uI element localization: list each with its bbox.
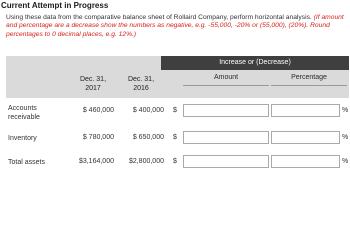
currency-symbol: $ [173, 134, 177, 141]
col-header-2016: Dec. 31, 2016 [127, 76, 155, 92]
instructions [6, 14, 346, 39]
percentage-input[interactable] [271, 131, 340, 144]
percent-symbol: % [342, 158, 349, 165]
page-header: Current Attempt in Progress [1, 1, 109, 10]
percent-symbol: % [342, 107, 349, 114]
instructions-text: Using these data from the comparative balance sheet of Rollaird Company, perform horizontal analysis. [6, 14, 314, 21]
amount-input[interactable] [183, 131, 269, 144]
currency-symbol: $ [173, 107, 177, 114]
col-header-amount: Amount [183, 72, 269, 86]
currency-symbol: $ [173, 158, 177, 165]
value-2016: $2,800,000 [128, 158, 164, 165]
percent-symbol: % [342, 134, 349, 141]
percentage-input[interactable] [271, 104, 340, 117]
amount-input[interactable] [183, 155, 269, 168]
percentage-input[interactable] [271, 155, 340, 168]
value-2017: $ 780,000 [82, 134, 114, 141]
value-2017: $ 460,000 [82, 107, 114, 114]
row-label: Total assets [8, 159, 45, 166]
col-header-percentage: Percentage [271, 72, 347, 86]
increase-decrease-band: Increase or (Decrease) [161, 56, 349, 70]
table-row [6, 152, 349, 182]
col-header-2017: Dec. 31, 2017 [79, 76, 107, 92]
table-row [6, 98, 349, 128]
row-label: Inventory [8, 135, 37, 142]
value-2016: $ 400,000 [132, 107, 164, 114]
value-2017: $3,164,000 [78, 158, 114, 165]
amount-input[interactable] [183, 104, 269, 117]
row-label: Accounts receivable [8, 105, 40, 121]
instructions-note: (If amount and percentage are a decrease show the numbers as negative, e.g. -55,000, -20% or (55,000), (20%). Round percentages to 0 decimal places, e.g. 12%.) [6, 14, 344, 38]
horizontal-analysis-table [6, 56, 349, 168]
value-2016: $ 650,000 [132, 134, 164, 141]
